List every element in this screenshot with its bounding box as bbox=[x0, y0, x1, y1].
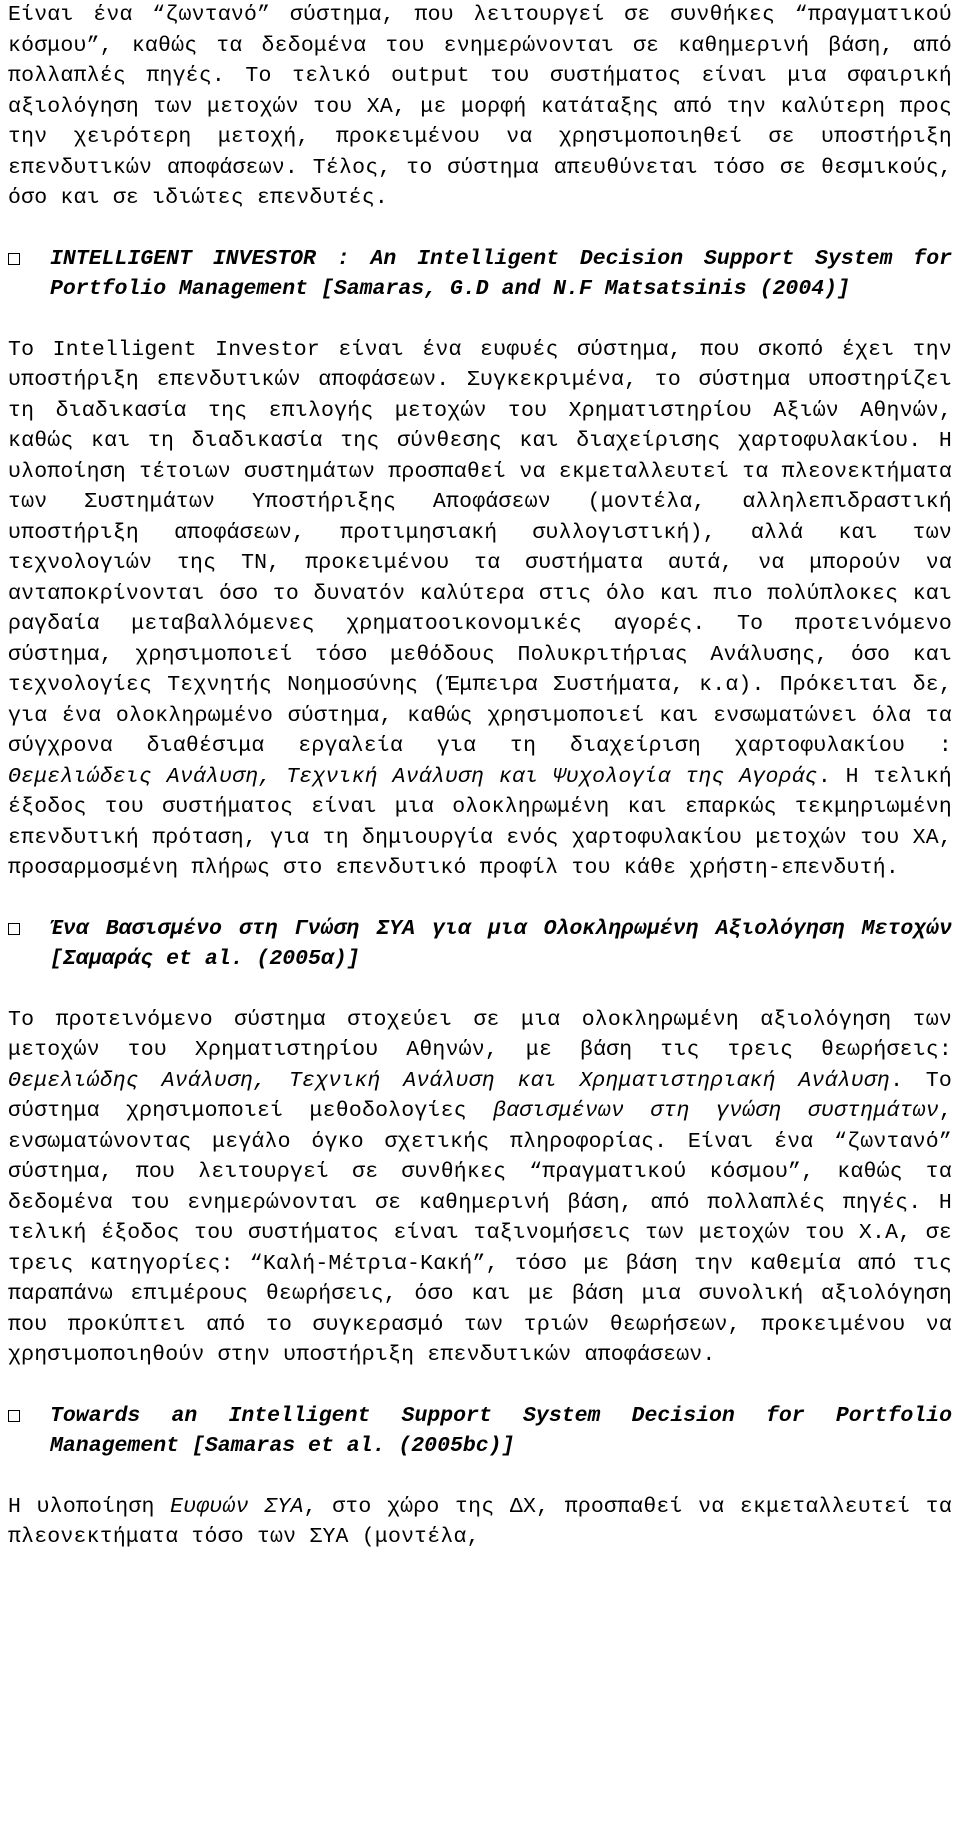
body-text: , ενσωματώνοντας μεγάλο όγκο σχετικής πληροφορίας. Είναι ένα “ζωντανό” σύστημα, που λειτουργεί σε συνθήκες “πραγματικού κόσμου”, καθώς τα δεδομένα του ενημερώνονται σε καθημερινή βάση, από πολλαπλές πηγές. Η τελική έξοδος του συστήματος είναι ταξινομήσεις των μετοχών του Χ.Α, σε τρεις κατηγορίες: “Καλή-Μέτρια-Κακή”, τόσο με βάση την καθεμία από τις παραπάνω επιμέρους θεωρήσεις, όσο και με βάση μια συνολική αξιολόγηση που προκύπτει από το συγκερασμό των τριών θεωρήσεων, προκειμένου να χρησιμοποιηθούν στην υποστήριξη επενδυτικών αποφάσεων. bbox=[8, 1099, 952, 1367]
body-text: , στο χώρο της ΔΧ, προσπαθεί να εκμεταλλευτεί τα πλεονεκτήματα τόσο των ΣΥΑ (μοντέλα, bbox=[8, 1494, 952, 1549]
body-text: Το προτεινόμενο σύστημα στοχεύει σε μια ολοκληρωμένη αξιολόγηση των μετοχών του Χρηματιστηρίου Αθηνών, με βάση τις τρεις θεωρήσεις: bbox=[8, 1007, 952, 1062]
body-italic-text: Θεμελιώδης Ανάλυση, Τεχνική Ανάλυση και Χρηματιστηριακή Ανάλυση bbox=[8, 1068, 891, 1093]
body-italic-text: Ευφυών ΣΥΑ bbox=[170, 1494, 304, 1519]
body-text: . Το σύστημα χρησιμοποιεί μεθοδολογίες bbox=[8, 1068, 952, 1123]
section-heading-text: Ένα Βασισμένο στη Γνώση ΣΥΑ για μια Ολοκληρωμένη Αξιολόγηση Μετοχών [Σαμαράς et al. (2005α)] bbox=[50, 916, 952, 971]
checkbox-bullet-icon bbox=[8, 253, 20, 265]
section-body-towards-intelligent-support bbox=[8, 1492, 952, 1553]
checkbox-bullet-icon bbox=[8, 923, 20, 935]
body-text: . Η τελική έξοδος του συστήματος είναι μια ολοκληρωμένη και επαρκώς τεκμηριωμένη επενδυτική πρόταση, για τη δημιουργία ενός χαρτοφυλακίου μετοχών του ΧΑ, προσαρμοσμένη πλήρως στο επενδυτικό προφίλ του κάθε χρήστη-επενδυτή. bbox=[8, 764, 952, 880]
section-body-intelligent-investor bbox=[8, 335, 952, 884]
section-body-knowledge-based-dss bbox=[8, 1005, 952, 1371]
checkbox-bullet-icon bbox=[8, 1410, 20, 1422]
body-italic-text: Θεμελιώδεις Ανάλυση, Τεχνική Ανάλυση και Ψυχολογία της Αγοράς bbox=[8, 764, 818, 789]
body-text: Η υλοποίηση bbox=[8, 1494, 171, 1519]
document-page bbox=[8, 0, 952, 1553]
body-italic-text: βασισμένων στη γνώση συστημάτων bbox=[493, 1099, 939, 1123]
body-text: Το Intelligent Investor είναι ένα ευφυές σύστημα, που σκοπό έχει την υποστήριξη επενδυτικών αποφάσεων. Συγκεκριμένα, το σύστημα υποστηρίζει τη διαδικασία της επιλογής μετοχών του Χρηματιστηρίου Αξιών Αθηνών, καθώς και τη διαδικασία της σύνθεσης και διαχείρισης χαρτοφυλακίου. Η υλοποίηση τέτοιων συστημάτων προσπαθεί να εκμεταλλευτεί τα πλεονεκτήματα των Συστημάτων Υποστήριξης Αποφάσεων (μοντέλα, αλληλεπιδραστική υποστήριξη αποφάσεων, προτιμησιακή συλλογιστική), αλλά και των τεχνολογιών της ΤΝ, προκειμένου τα συστήματα αυτά, να μπορούν να ανταποκρίνονται όσο το δυνατόν καλύτερα στις όλο και πιο πολύπλοκες και ραγδαία μεταβαλλόμενες χρηματοοικονομικές αγορές. Το προτεινόμενο σύστημα, χρησιμοποιεί τόσο μεθόδους Πολυκριτήριας Ανάλυσης, όσο και τεχνολογίες Τεχνητής Νοημοσύνης (Έμπειρα Συστήματα, κ.α). Πρόκειται δε, για ένα ολοκληρωμένο σύστημα, καθώς χρησιμοποιεί και ενσωματώνει όλα τα σύγχρονα διαθέσιμα εργαλεία για τη διαχείριση χαρτοφυλακίου : bbox=[8, 337, 952, 758]
section-heading-towards-intelligent-support bbox=[8, 1401, 952, 1462]
section-heading-intelligent-investor bbox=[8, 244, 952, 305]
intro-paragraph: Είναι ένα “ζωντανό” σύστημα, που λειτουργεί σε συνθήκες “πραγματικού κόσμου”, καθώς τα δεδομένα του ενημερώνονται σε καθημερινή βάση, από πολλαπλές πηγές. Το τελικό output του συστήματος είναι μια σφαιρική αξιολόγηση των μετοχών του ΧΑ, με μορφή κατάταξης από την καλύτερη προς την χειρότερη μετοχή, προκειμένου να χρησιμοποιηθεί σε υποστήριξη επενδυτικών αποφάσεων. Τέλος, το σύστημα απευθύνεται τόσο σε θεσμικούς, όσο και σε ιδιώτες επενδυτές. bbox=[8, 3, 952, 210]
section-heading-knowledge-based-dss bbox=[8, 914, 952, 975]
section-heading-text: Towards an Intelligent Support System Decision for Portfolio Management [Samaras et al. (2005bc)] bbox=[50, 1403, 952, 1458]
section-heading-text: INTELLIGENT INVESTOR : An Intelligent Decision Support System for Portfolio Management [Samaras, G.D and N.F Matsatsinis (2004)] bbox=[50, 246, 952, 301]
